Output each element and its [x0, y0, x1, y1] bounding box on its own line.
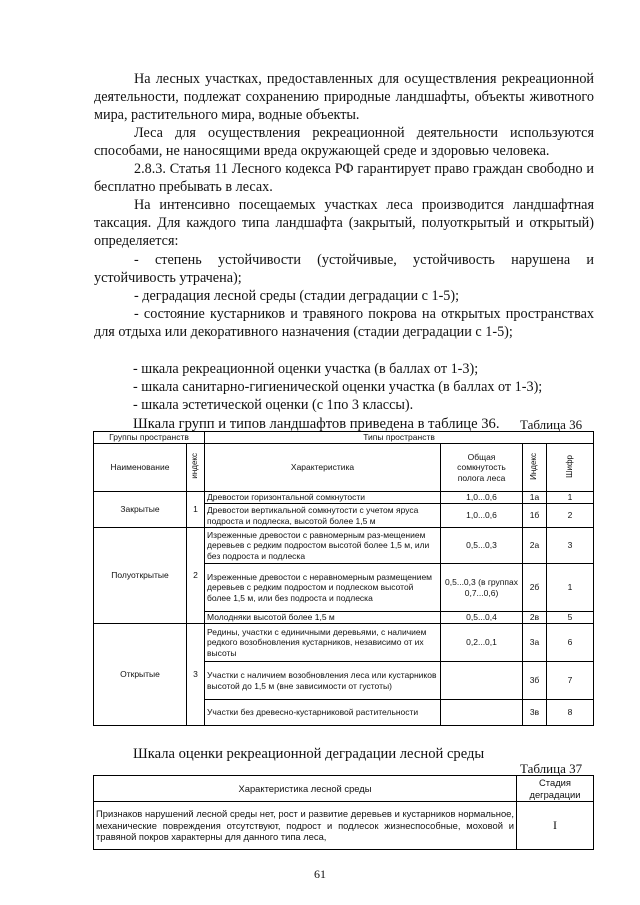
table37-heading: Шкала оценки рекреационной деградации лесной среды: [133, 746, 485, 762]
group-index: 1: [187, 492, 205, 528]
bullet-aesthetic-score: - шкала эстетической оценки (с 1по 3 классы).: [133, 397, 414, 413]
landscape-types-table: [93, 431, 594, 726]
group-index: 2: [187, 528, 205, 624]
table-row: Закрытые 1 Древостои горизонтальной сомкнутости 1,0...0,6 1а 1: [94, 492, 594, 504]
bullet-stability: - степень устойчивости (устойчивые, устойчивость нарушена и устойчивость утрачена);: [94, 252, 594, 287]
table-row: Молодняки высотой более 1,5 м 0,5...0,4 2в 5: [94, 612, 594, 624]
group-index: 3: [187, 624, 205, 726]
group-name: Полуоткрытые: [94, 528, 187, 624]
paragraph-forest-use: Леса для осуществления рекреационной деятельности используются способами, не наносящими вреда окружающей среде и здоровью человека.: [94, 125, 594, 160]
table-row: Признаков нарушений лесной среды нет, рост и развитие деревьев и кустарников нормальное, механические повреждения отсутствуют, подрост и подлесок жизнеспособные, моховой и травяной покров характерны для данного типа леса, I: [94, 802, 594, 850]
bullet-degradation: - деградация лесной среды (стадии деградации с 1-5);: [134, 288, 460, 304]
col-index-header: индекс: [187, 444, 205, 492]
col-code-header: Шифр: [547, 444, 594, 492]
table36-intro: Шкала групп и типов ландшафтов приведена в таблице 36.: [133, 416, 500, 432]
paragraph-landscape-taxation: На интенсивно посещаемых участках леса производится ландшафтная таксация. Для каждого типа ландшафта (закрытый, полуоткрытый и открытый) определяется:: [94, 197, 594, 250]
paragraph-article-11: 2.8.3. Статья 11 Лесного кодекса РФ гарантирует право граждан свободно и бесплатно пребывать в лесах.: [94, 161, 594, 196]
table-row: Участки с наличием возобновления леса или кустарников высотой до 1,5 м (вне зависимости от густоты) 3б 7: [94, 662, 594, 700]
bullet-sanitary-score: - шкала санитарно-гигиенической оценки участка (в баллах от 1-3);: [133, 379, 543, 395]
group-name: Закрытые: [94, 492, 187, 528]
page-number: 61: [314, 867, 326, 881]
col-name-header: Наименование: [94, 444, 187, 492]
col-density-header: Общая сомкнутость полога леса: [441, 444, 523, 492]
group-name: Открытые: [94, 624, 187, 726]
bullet-recreation-score: - шкала рекреационной оценки участка (в баллах от 1-3);: [133, 361, 479, 377]
group-header: Группы пространств: [94, 432, 205, 444]
paragraph-recreation-areas: На лесных участках, предоставленных для осуществления рекреационной деятельности, подлежат сохранению природные ландшафты, объекты животного мира, растительного мира, водные объекты.: [94, 71, 594, 124]
col-char-header: Характеристика: [205, 444, 441, 492]
col-index2-header: Индекс: [523, 444, 547, 492]
col-stage-header: Стадия деградации: [517, 776, 594, 802]
table-row: Древостои вертикальной сомкнутости с учетом яруса подроста и подлеска, высотой более 1,5 м 1,0...0,6 1б 2: [94, 504, 594, 528]
table-row: Изреженные древостои с неравномерным размещением деревьев с редким подростом и подлеском высотой более 1,5 м, или без подроста и подлеска 0,5...0,3 (в группах 0,7...0,6) 2б 1: [94, 564, 594, 612]
table-row: Открытые 3 Редины, участки с единичными деревьями, с наличием редкого возобновления кустарников, независимо от их высоты 0,2...0,1 3а 6: [94, 624, 594, 662]
degradation-scale-table: [93, 775, 594, 850]
bullet-shrubs: - состояние кустарников и травяного покрова на открытых пространствах для отдыха или декоративного назначения (стадии деградации с 1-5);: [94, 306, 594, 341]
col-char-header: Характеристика лесной среды: [94, 776, 517, 802]
table37-caption: Таблица 37: [520, 761, 583, 776]
table-row: Участки без древесно-кустарниковой растительности 3в 8: [94, 700, 594, 726]
table-row: Полуоткрытые 2 Изреженные древостои с равномерным раз-мещением деревьев с редким подростом высотой более 1,5 м, или без подроста и подлеска 0,5...0,3 2а 3: [94, 528, 594, 564]
table36-caption: Таблица 36: [520, 417, 583, 432]
types-header: Типы пространств: [205, 432, 594, 444]
